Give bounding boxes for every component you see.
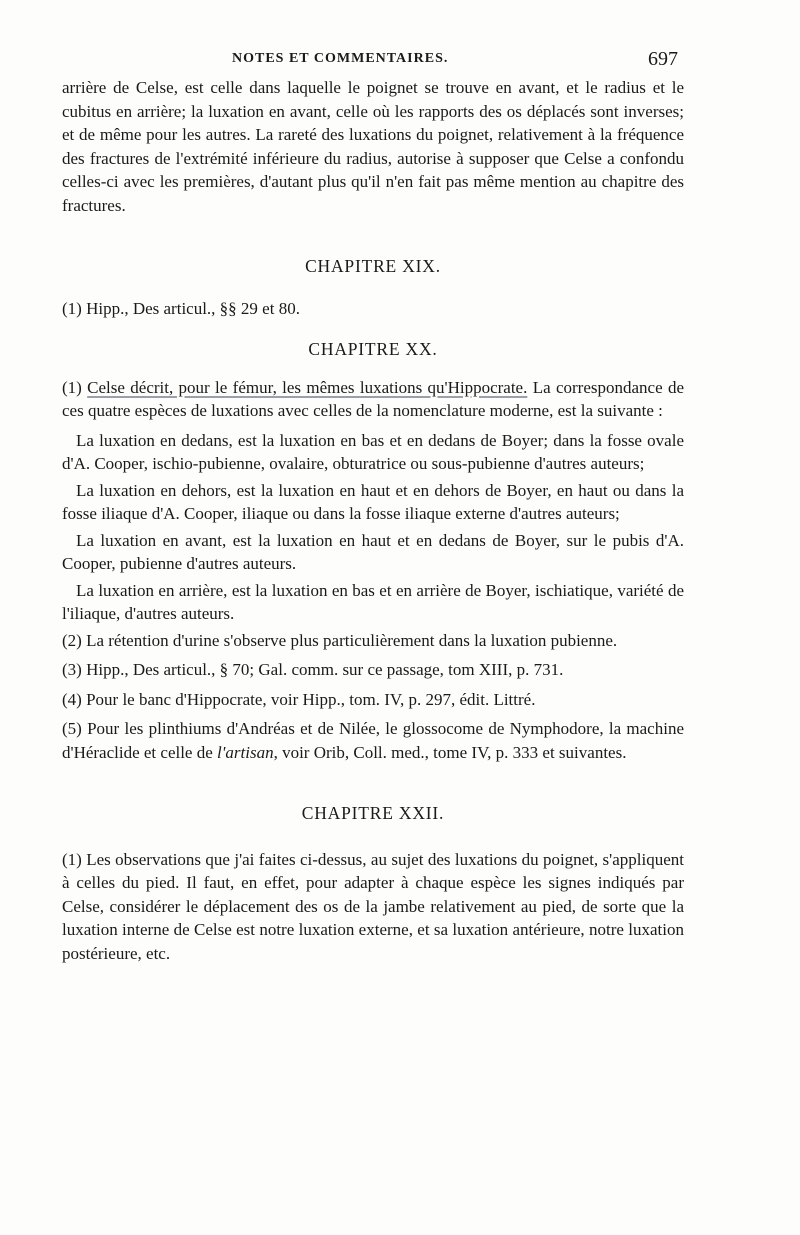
running-head: NOTES ET COMMENTAIRES. xyxy=(232,51,449,66)
note-marker: (1) xyxy=(62,377,88,397)
luxation-arriere-paragraph: La luxation en arrière, est la luxation en bas et en arrière de Boyer, ischiatique, variété de l'iliaque, d'autres auteurs. xyxy=(62,580,684,623)
chapter-xx-note-4: (4) Pour le banc d'Hippocrate, voir Hipp., tom. IV, p. 297, édit. Littré. xyxy=(62,689,536,709)
chapter-xx-note-2: (2) La rétention d'urine s'observe plus particulièrement dans la luxation pubienne. xyxy=(62,630,618,650)
chapter-xx-note-1 xyxy=(62,376,684,423)
underlined-passage: Celse décrit, pour le fémur, les mêmes luxations qu'Hippocrate. xyxy=(87,377,528,397)
chapter-xix-title: CHAPITRE XIX. xyxy=(305,256,441,276)
chapter-xx-title: CHAPITRE XX. xyxy=(308,339,438,359)
page-number: 697 xyxy=(648,48,678,70)
note-5-text-end: , voir Orib, Coll. med., tome IV, p. 333 et suivantes. xyxy=(273,742,627,762)
intro-paragraph: arrière de Celse, est celle dans laquelle le poignet se trouve en avant, et le radius et le cubitus en arrière; la luxation en avant, celle où les rapports des os déplacés sont inverses; et de même pour les autres. La rareté des luxations du poignet, relativement à la fréquence des fractures de l'extrémité inférieure du radius, autorise à supposer que Celse a confondu celles-ci avec les premières, d'autant plus qu'il n'en fait pas même mention au chapitre des fractures. xyxy=(62,78,684,215)
chapter-xix-note-1: (1) Hipp., Des articul., §§ 29 et 80. xyxy=(62,298,300,318)
page-header xyxy=(62,48,682,72)
luxation-avant-paragraph: La luxation en avant, est la luxation en haut et en dedans de Boyer, sur le pubis d'A. Cooper, pubienne d'autres auteurs. xyxy=(62,530,684,573)
note-5-text: (5) Pour les plinthiums d'Andréas et de Nilée, le glossocome de Nymphodore, la machine d'Héraclide et celle de xyxy=(62,719,684,762)
chapter-xx-note-5 xyxy=(62,717,684,764)
chapter-xx-note-3: (3) Hipp., Des articul., § 70; Gal. comm. sur ce passage, tom XIII, p. 731. xyxy=(62,660,564,679)
luxation-dehors-paragraph: La luxation en dehors, est la luxation en haut et en dehors de Boyer, en haut ou dans la fosse iliaque d'A. Cooper, iliaque ou dans la fosse iliaque externe d'autres auteurs; xyxy=(62,480,684,523)
luxation-dedans-paragraph: La luxation en dedans, est la luxation en bas et en dedans de Boyer; dans la fosse ovale d'A. Cooper, ischio-pubienne, ovalaire, obturatrice ou sous-pubienne d'autres auteurs; xyxy=(62,430,684,473)
note-continuation: La correspondance de ces quatre espèces de luxations avec celles de la nomenclature moderne, est la suivante : xyxy=(62,377,685,420)
chapter-xxii-note-1: (1) Les observations que j'ai faites ci-dessus, au sujet des luxations du poignet, s'appliquent à celles du pied. Il faut, en effet, pour adapter à chaque espèce les signes indiqués par Celse, considérer le déplacement des os de la jambe relativement au pied, de sorte que la luxation interne de Celse est notre luxation externe, et sa luxation antérieure, notre luxation postérieure, etc. xyxy=(62,849,684,963)
chapter-xxii-title: CHAPITRE XXII. xyxy=(301,803,445,823)
note-5-italic-term: l'artisan xyxy=(217,742,274,762)
page-body xyxy=(62,76,684,971)
